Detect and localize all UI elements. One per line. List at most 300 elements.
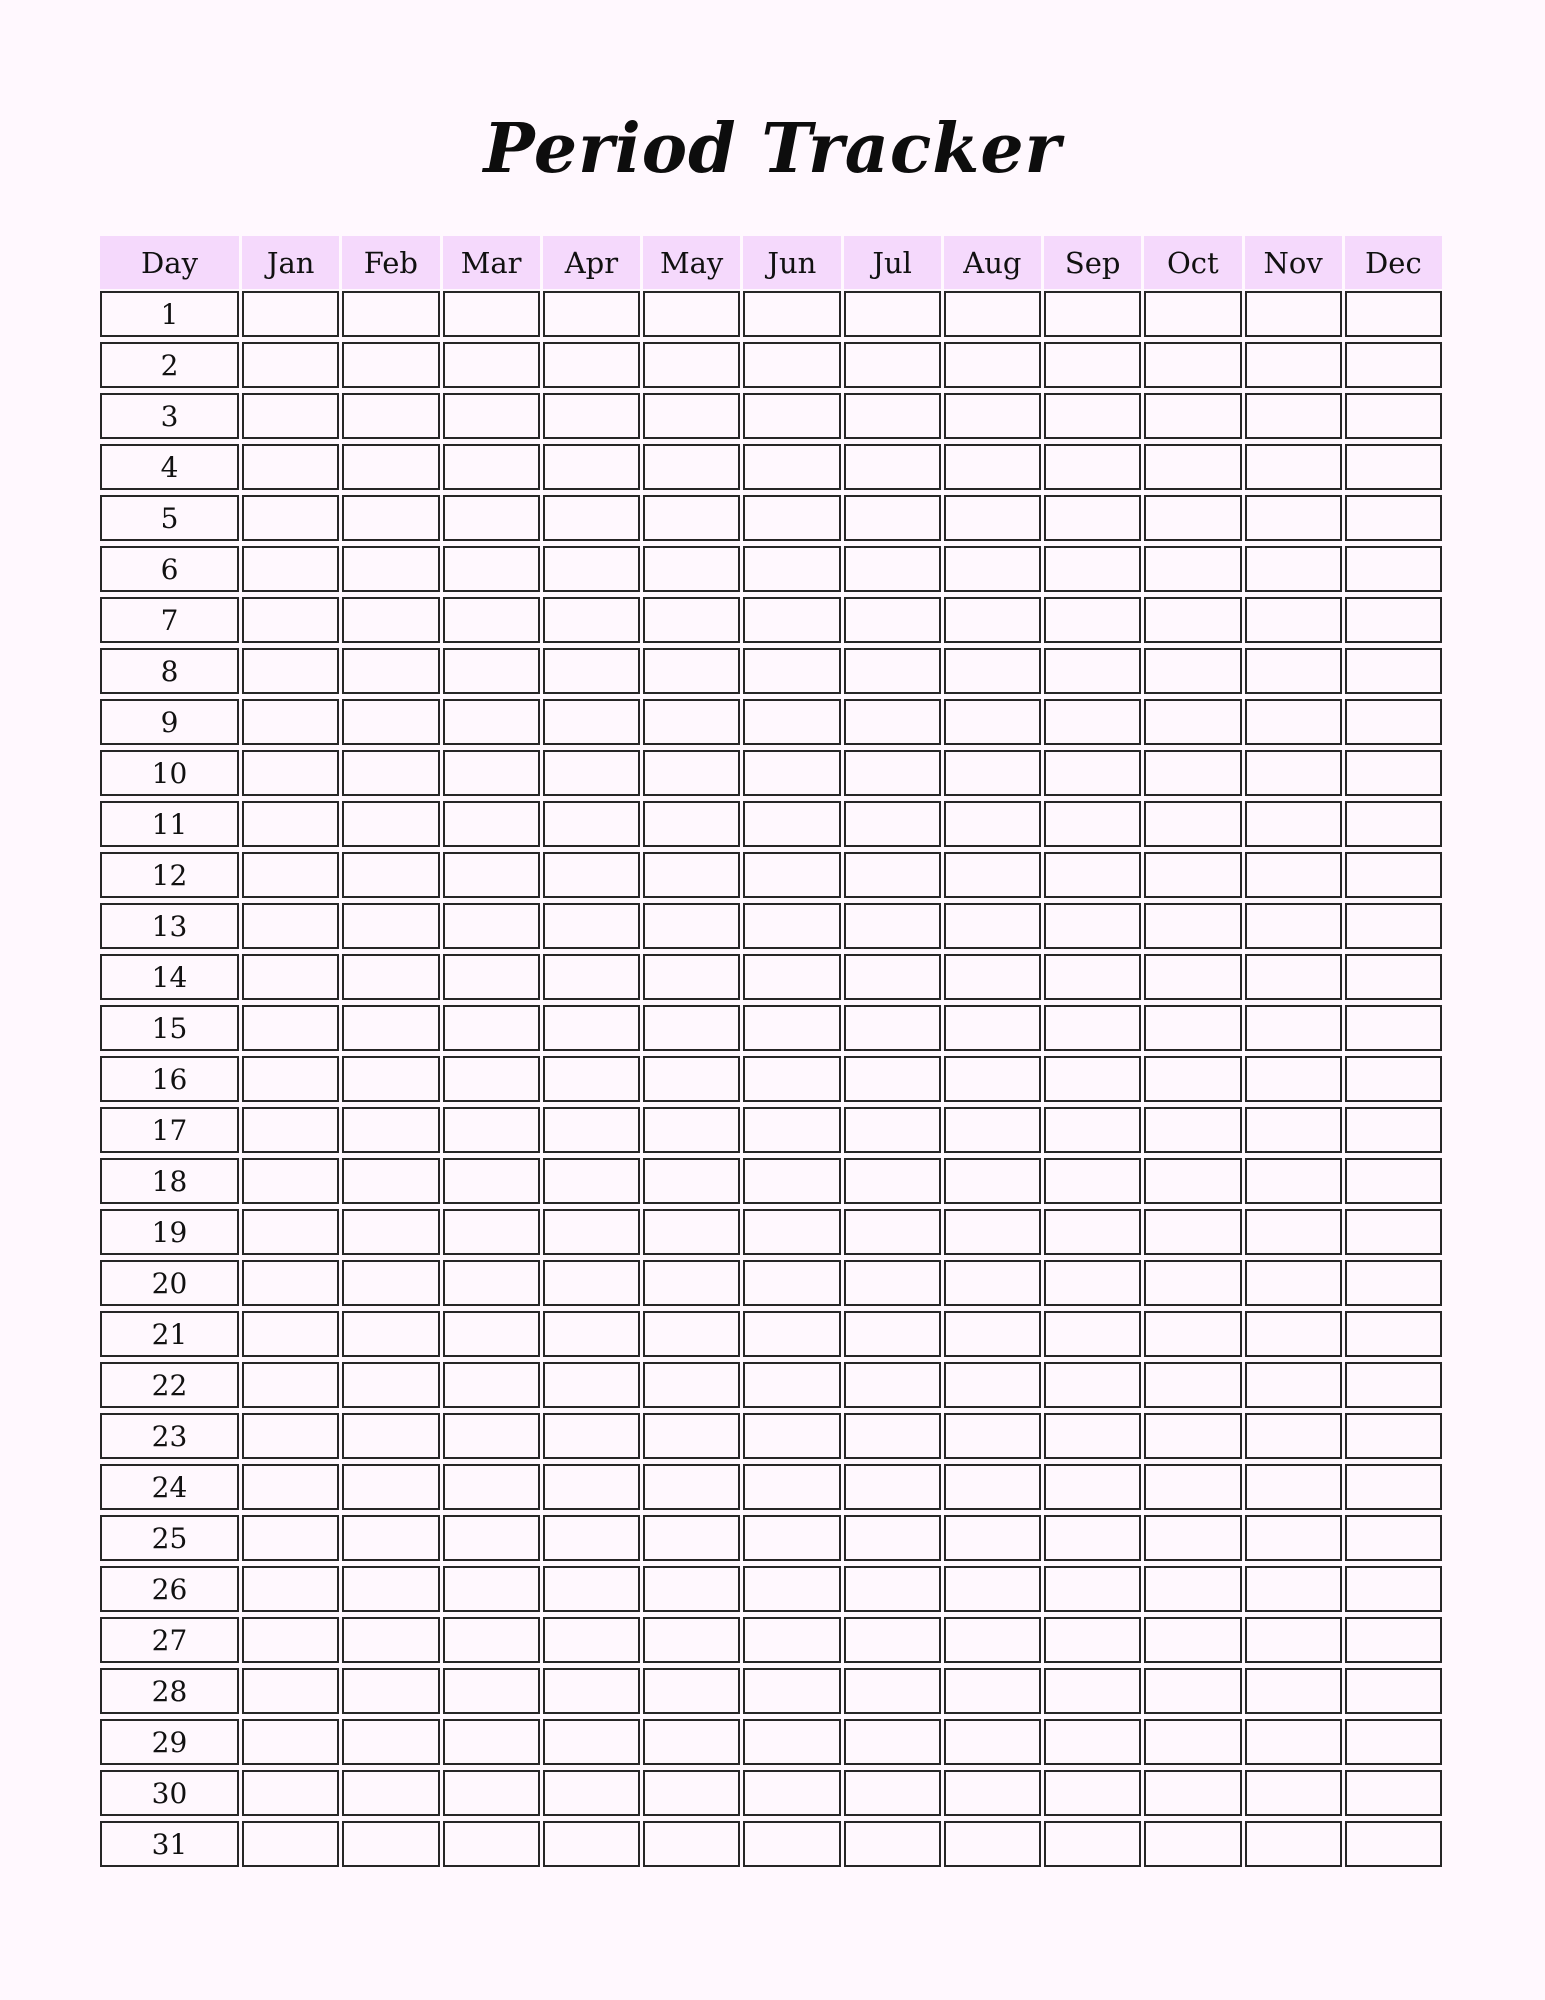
tracker-cell-oct-14[interactable] <box>1144 954 1241 1000</box>
tracker-cell-oct-28[interactable] <box>1144 1668 1241 1714</box>
tracker-cell-jan-29[interactable] <box>242 1719 339 1765</box>
tracker-cell-nov-4[interactable] <box>1245 444 1342 490</box>
tracker-cell-aug-18[interactable] <box>944 1158 1041 1204</box>
tracker-cell-jan-14[interactable] <box>242 954 339 1000</box>
tracker-cell-jan-13[interactable] <box>242 903 339 949</box>
tracker-cell-aug-27[interactable] <box>944 1617 1041 1663</box>
tracker-cell-dec-22[interactable] <box>1345 1362 1442 1408</box>
tracker-cell-nov-30[interactable] <box>1245 1770 1342 1816</box>
tracker-cell-aug-2[interactable] <box>944 342 1041 388</box>
tracker-cell-mar-18[interactable] <box>443 1158 540 1204</box>
tracker-cell-nov-11[interactable] <box>1245 801 1342 847</box>
tracker-cell-jul-12[interactable] <box>844 852 941 898</box>
tracker-cell-oct-13[interactable] <box>1144 903 1241 949</box>
tracker-cell-apr-4[interactable] <box>543 444 640 490</box>
tracker-cell-feb-31[interactable] <box>342 1821 439 1867</box>
tracker-cell-sep-15[interactable] <box>1044 1005 1141 1051</box>
tracker-cell-oct-19[interactable] <box>1144 1209 1241 1255</box>
tracker-cell-may-5[interactable] <box>643 495 740 541</box>
tracker-cell-apr-16[interactable] <box>543 1056 640 1102</box>
tracker-cell-oct-1[interactable] <box>1144 291 1241 337</box>
tracker-cell-jun-21[interactable] <box>743 1311 840 1357</box>
tracker-cell-aug-4[interactable] <box>944 444 1041 490</box>
tracker-cell-feb-9[interactable] <box>342 699 439 745</box>
tracker-cell-sep-8[interactable] <box>1044 648 1141 694</box>
tracker-cell-sep-1[interactable] <box>1044 291 1141 337</box>
tracker-cell-feb-28[interactable] <box>342 1668 439 1714</box>
tracker-cell-apr-11[interactable] <box>543 801 640 847</box>
tracker-cell-nov-28[interactable] <box>1245 1668 1342 1714</box>
tracker-cell-jun-17[interactable] <box>743 1107 840 1153</box>
tracker-cell-jan-19[interactable] <box>242 1209 339 1255</box>
tracker-cell-feb-8[interactable] <box>342 648 439 694</box>
tracker-cell-aug-1[interactable] <box>944 291 1041 337</box>
tracker-cell-dec-9[interactable] <box>1345 699 1442 745</box>
tracker-cell-jul-28[interactable] <box>844 1668 941 1714</box>
tracker-cell-dec-20[interactable] <box>1345 1260 1442 1306</box>
tracker-cell-jul-5[interactable] <box>844 495 941 541</box>
tracker-cell-sep-30[interactable] <box>1044 1770 1141 1816</box>
tracker-cell-jan-5[interactable] <box>242 495 339 541</box>
tracker-cell-dec-3[interactable] <box>1345 393 1442 439</box>
tracker-cell-jun-25[interactable] <box>743 1515 840 1561</box>
tracker-cell-oct-17[interactable] <box>1144 1107 1241 1153</box>
tracker-cell-jul-8[interactable] <box>844 648 941 694</box>
tracker-cell-oct-12[interactable] <box>1144 852 1241 898</box>
tracker-cell-may-19[interactable] <box>643 1209 740 1255</box>
tracker-cell-jan-4[interactable] <box>242 444 339 490</box>
tracker-cell-may-9[interactable] <box>643 699 740 745</box>
tracker-cell-jun-28[interactable] <box>743 1668 840 1714</box>
tracker-cell-apr-10[interactable] <box>543 750 640 796</box>
tracker-cell-jan-17[interactable] <box>242 1107 339 1153</box>
tracker-cell-oct-8[interactable] <box>1144 648 1241 694</box>
tracker-cell-jan-27[interactable] <box>242 1617 339 1663</box>
tracker-cell-feb-27[interactable] <box>342 1617 439 1663</box>
tracker-cell-jun-23[interactable] <box>743 1413 840 1459</box>
tracker-cell-sep-2[interactable] <box>1044 342 1141 388</box>
tracker-cell-jul-4[interactable] <box>844 444 941 490</box>
tracker-cell-may-20[interactable] <box>643 1260 740 1306</box>
tracker-cell-oct-26[interactable] <box>1144 1566 1241 1612</box>
tracker-cell-nov-27[interactable] <box>1245 1617 1342 1663</box>
tracker-cell-jul-18[interactable] <box>844 1158 941 1204</box>
tracker-cell-sep-31[interactable] <box>1044 1821 1141 1867</box>
tracker-cell-may-8[interactable] <box>643 648 740 694</box>
tracker-cell-apr-20[interactable] <box>543 1260 640 1306</box>
tracker-cell-aug-7[interactable] <box>944 597 1041 643</box>
tracker-cell-oct-6[interactable] <box>1144 546 1241 592</box>
tracker-cell-nov-6[interactable] <box>1245 546 1342 592</box>
tracker-cell-jan-18[interactable] <box>242 1158 339 1204</box>
tracker-cell-jan-6[interactable] <box>242 546 339 592</box>
tracker-cell-jun-10[interactable] <box>743 750 840 796</box>
tracker-cell-jun-18[interactable] <box>743 1158 840 1204</box>
tracker-cell-aug-9[interactable] <box>944 699 1041 745</box>
tracker-cell-dec-5[interactable] <box>1345 495 1442 541</box>
tracker-cell-sep-14[interactable] <box>1044 954 1141 1000</box>
tracker-cell-jan-23[interactable] <box>242 1413 339 1459</box>
tracker-cell-dec-12[interactable] <box>1345 852 1442 898</box>
tracker-cell-feb-11[interactable] <box>342 801 439 847</box>
tracker-cell-jan-8[interactable] <box>242 648 339 694</box>
tracker-cell-oct-27[interactable] <box>1144 1617 1241 1663</box>
tracker-cell-sep-16[interactable] <box>1044 1056 1141 1102</box>
tracker-cell-nov-22[interactable] <box>1245 1362 1342 1408</box>
tracker-cell-sep-27[interactable] <box>1044 1617 1141 1663</box>
tracker-cell-jul-23[interactable] <box>844 1413 941 1459</box>
tracker-cell-may-25[interactable] <box>643 1515 740 1561</box>
tracker-cell-nov-3[interactable] <box>1245 393 1342 439</box>
tracker-cell-may-13[interactable] <box>643 903 740 949</box>
tracker-cell-nov-14[interactable] <box>1245 954 1342 1000</box>
tracker-cell-apr-12[interactable] <box>543 852 640 898</box>
tracker-cell-sep-29[interactable] <box>1044 1719 1141 1765</box>
tracker-cell-mar-24[interactable] <box>443 1464 540 1510</box>
tracker-cell-jun-14[interactable] <box>743 954 840 1000</box>
tracker-cell-feb-17[interactable] <box>342 1107 439 1153</box>
tracker-cell-oct-5[interactable] <box>1144 495 1241 541</box>
tracker-cell-jun-7[interactable] <box>743 597 840 643</box>
tracker-cell-apr-27[interactable] <box>543 1617 640 1663</box>
tracker-cell-mar-19[interactable] <box>443 1209 540 1255</box>
tracker-cell-may-31[interactable] <box>643 1821 740 1867</box>
tracker-cell-nov-2[interactable] <box>1245 342 1342 388</box>
tracker-cell-jun-31[interactable] <box>743 1821 840 1867</box>
tracker-cell-apr-30[interactable] <box>543 1770 640 1816</box>
tracker-cell-feb-20[interactable] <box>342 1260 439 1306</box>
tracker-cell-nov-10[interactable] <box>1245 750 1342 796</box>
tracker-cell-mar-15[interactable] <box>443 1005 540 1051</box>
tracker-cell-may-1[interactable] <box>643 291 740 337</box>
tracker-cell-jul-25[interactable] <box>844 1515 941 1561</box>
tracker-cell-aug-26[interactable] <box>944 1566 1041 1612</box>
tracker-cell-jul-27[interactable] <box>844 1617 941 1663</box>
tracker-cell-nov-26[interactable] <box>1245 1566 1342 1612</box>
tracker-cell-jul-31[interactable] <box>844 1821 941 1867</box>
tracker-cell-sep-28[interactable] <box>1044 1668 1141 1714</box>
tracker-cell-sep-26[interactable] <box>1044 1566 1141 1612</box>
tracker-cell-oct-2[interactable] <box>1144 342 1241 388</box>
tracker-cell-oct-24[interactable] <box>1144 1464 1241 1510</box>
tracker-cell-feb-19[interactable] <box>342 1209 439 1255</box>
tracker-cell-feb-24[interactable] <box>342 1464 439 1510</box>
tracker-cell-nov-5[interactable] <box>1245 495 1342 541</box>
tracker-cell-nov-20[interactable] <box>1245 1260 1342 1306</box>
tracker-cell-dec-25[interactable] <box>1345 1515 1442 1561</box>
tracker-cell-aug-14[interactable] <box>944 954 1041 1000</box>
tracker-cell-aug-17[interactable] <box>944 1107 1041 1153</box>
tracker-cell-jun-27[interactable] <box>743 1617 840 1663</box>
tracker-cell-apr-14[interactable] <box>543 954 640 1000</box>
tracker-cell-jul-14[interactable] <box>844 954 941 1000</box>
tracker-cell-mar-20[interactable] <box>443 1260 540 1306</box>
tracker-cell-jun-9[interactable] <box>743 699 840 745</box>
tracker-cell-oct-29[interactable] <box>1144 1719 1241 1765</box>
tracker-cell-apr-19[interactable] <box>543 1209 640 1255</box>
tracker-cell-feb-2[interactable] <box>342 342 439 388</box>
tracker-cell-apr-3[interactable] <box>543 393 640 439</box>
tracker-cell-oct-15[interactable] <box>1144 1005 1241 1051</box>
tracker-cell-jan-9[interactable] <box>242 699 339 745</box>
tracker-cell-jan-28[interactable] <box>242 1668 339 1714</box>
tracker-cell-apr-23[interactable] <box>543 1413 640 1459</box>
tracker-cell-may-21[interactable] <box>643 1311 740 1357</box>
tracker-cell-mar-11[interactable] <box>443 801 540 847</box>
tracker-cell-mar-29[interactable] <box>443 1719 540 1765</box>
tracker-cell-mar-28[interactable] <box>443 1668 540 1714</box>
tracker-cell-aug-23[interactable] <box>944 1413 1041 1459</box>
tracker-cell-dec-23[interactable] <box>1345 1413 1442 1459</box>
tracker-cell-aug-12[interactable] <box>944 852 1041 898</box>
tracker-cell-feb-6[interactable] <box>342 546 439 592</box>
tracker-cell-mar-9[interactable] <box>443 699 540 745</box>
tracker-cell-may-30[interactable] <box>643 1770 740 1816</box>
tracker-cell-jun-13[interactable] <box>743 903 840 949</box>
tracker-cell-nov-29[interactable] <box>1245 1719 1342 1765</box>
tracker-cell-jun-5[interactable] <box>743 495 840 541</box>
tracker-cell-may-27[interactable] <box>643 1617 740 1663</box>
tracker-cell-apr-1[interactable] <box>543 291 640 337</box>
tracker-cell-dec-13[interactable] <box>1345 903 1442 949</box>
tracker-cell-feb-30[interactable] <box>342 1770 439 1816</box>
tracker-cell-sep-18[interactable] <box>1044 1158 1141 1204</box>
tracker-cell-may-12[interactable] <box>643 852 740 898</box>
tracker-cell-may-10[interactable] <box>643 750 740 796</box>
tracker-cell-mar-2[interactable] <box>443 342 540 388</box>
tracker-cell-jul-9[interactable] <box>844 699 941 745</box>
tracker-cell-mar-8[interactable] <box>443 648 540 694</box>
tracker-cell-mar-14[interactable] <box>443 954 540 1000</box>
tracker-cell-may-28[interactable] <box>643 1668 740 1714</box>
tracker-cell-aug-20[interactable] <box>944 1260 1041 1306</box>
tracker-cell-feb-1[interactable] <box>342 291 439 337</box>
tracker-cell-feb-16[interactable] <box>342 1056 439 1102</box>
tracker-cell-nov-19[interactable] <box>1245 1209 1342 1255</box>
tracker-cell-feb-3[interactable] <box>342 393 439 439</box>
tracker-cell-jul-10[interactable] <box>844 750 941 796</box>
tracker-cell-jun-24[interactable] <box>743 1464 840 1510</box>
tracker-cell-dec-28[interactable] <box>1345 1668 1442 1714</box>
tracker-cell-nov-7[interactable] <box>1245 597 1342 643</box>
tracker-cell-jun-19[interactable] <box>743 1209 840 1255</box>
tracker-cell-feb-7[interactable] <box>342 597 439 643</box>
tracker-cell-jan-1[interactable] <box>242 291 339 337</box>
tracker-cell-dec-2[interactable] <box>1345 342 1442 388</box>
tracker-cell-apr-21[interactable] <box>543 1311 640 1357</box>
tracker-cell-feb-5[interactable] <box>342 495 439 541</box>
tracker-cell-feb-21[interactable] <box>342 1311 439 1357</box>
tracker-cell-jun-4[interactable] <box>743 444 840 490</box>
tracker-cell-apr-5[interactable] <box>543 495 640 541</box>
tracker-cell-jul-20[interactable] <box>844 1260 941 1306</box>
tracker-cell-jun-3[interactable] <box>743 393 840 439</box>
tracker-cell-jan-22[interactable] <box>242 1362 339 1408</box>
tracker-cell-feb-13[interactable] <box>342 903 439 949</box>
tracker-cell-dec-17[interactable] <box>1345 1107 1442 1153</box>
tracker-cell-jul-17[interactable] <box>844 1107 941 1153</box>
tracker-cell-jul-24[interactable] <box>844 1464 941 1510</box>
tracker-cell-mar-26[interactable] <box>443 1566 540 1612</box>
tracker-cell-nov-15[interactable] <box>1245 1005 1342 1051</box>
tracker-cell-mar-1[interactable] <box>443 291 540 337</box>
tracker-cell-jun-30[interactable] <box>743 1770 840 1816</box>
tracker-cell-jun-26[interactable] <box>743 1566 840 1612</box>
tracker-cell-apr-26[interactable] <box>543 1566 640 1612</box>
tracker-cell-jan-3[interactable] <box>242 393 339 439</box>
tracker-cell-jun-6[interactable] <box>743 546 840 592</box>
tracker-cell-jan-7[interactable] <box>242 597 339 643</box>
tracker-cell-aug-8[interactable] <box>944 648 1041 694</box>
tracker-cell-sep-22[interactable] <box>1044 1362 1141 1408</box>
tracker-cell-may-2[interactable] <box>643 342 740 388</box>
tracker-cell-aug-30[interactable] <box>944 1770 1041 1816</box>
tracker-cell-apr-24[interactable] <box>543 1464 640 1510</box>
tracker-cell-jul-30[interactable] <box>844 1770 941 1816</box>
tracker-cell-nov-12[interactable] <box>1245 852 1342 898</box>
tracker-cell-may-6[interactable] <box>643 546 740 592</box>
tracker-cell-mar-7[interactable] <box>443 597 540 643</box>
tracker-cell-aug-3[interactable] <box>944 393 1041 439</box>
tracker-cell-jun-22[interactable] <box>743 1362 840 1408</box>
tracker-cell-jan-12[interactable] <box>242 852 339 898</box>
tracker-cell-oct-11[interactable] <box>1144 801 1241 847</box>
tracker-cell-oct-25[interactable] <box>1144 1515 1241 1561</box>
tracker-cell-oct-7[interactable] <box>1144 597 1241 643</box>
tracker-cell-sep-25[interactable] <box>1044 1515 1141 1561</box>
tracker-cell-mar-21[interactable] <box>443 1311 540 1357</box>
tracker-cell-may-3[interactable] <box>643 393 740 439</box>
tracker-cell-dec-14[interactable] <box>1345 954 1442 1000</box>
tracker-cell-sep-9[interactable] <box>1044 699 1141 745</box>
tracker-cell-may-15[interactable] <box>643 1005 740 1051</box>
tracker-cell-sep-4[interactable] <box>1044 444 1141 490</box>
tracker-cell-mar-25[interactable] <box>443 1515 540 1561</box>
tracker-cell-may-17[interactable] <box>643 1107 740 1153</box>
tracker-cell-mar-6[interactable] <box>443 546 540 592</box>
tracker-cell-dec-6[interactable] <box>1345 546 1442 592</box>
tracker-cell-jul-29[interactable] <box>844 1719 941 1765</box>
tracker-cell-sep-5[interactable] <box>1044 495 1141 541</box>
tracker-cell-jun-8[interactable] <box>743 648 840 694</box>
tracker-cell-jan-15[interactable] <box>242 1005 339 1051</box>
tracker-cell-apr-2[interactable] <box>543 342 640 388</box>
tracker-cell-jul-16[interactable] <box>844 1056 941 1102</box>
tracker-cell-feb-18[interactable] <box>342 1158 439 1204</box>
tracker-cell-apr-31[interactable] <box>543 1821 640 1867</box>
tracker-cell-mar-27[interactable] <box>443 1617 540 1663</box>
tracker-cell-sep-19[interactable] <box>1044 1209 1141 1255</box>
tracker-cell-may-7[interactable] <box>643 597 740 643</box>
tracker-cell-oct-16[interactable] <box>1144 1056 1241 1102</box>
tracker-cell-aug-24[interactable] <box>944 1464 1041 1510</box>
tracker-cell-mar-3[interactable] <box>443 393 540 439</box>
tracker-cell-oct-3[interactable] <box>1144 393 1241 439</box>
tracker-cell-feb-15[interactable] <box>342 1005 439 1051</box>
tracker-cell-jul-11[interactable] <box>844 801 941 847</box>
tracker-cell-nov-8[interactable] <box>1245 648 1342 694</box>
tracker-cell-mar-5[interactable] <box>443 495 540 541</box>
tracker-cell-dec-26[interactable] <box>1345 1566 1442 1612</box>
tracker-cell-sep-6[interactable] <box>1044 546 1141 592</box>
tracker-cell-oct-9[interactable] <box>1144 699 1241 745</box>
tracker-cell-jun-2[interactable] <box>743 342 840 388</box>
tracker-cell-nov-17[interactable] <box>1245 1107 1342 1153</box>
tracker-cell-dec-18[interactable] <box>1345 1158 1442 1204</box>
tracker-cell-jul-6[interactable] <box>844 546 941 592</box>
tracker-cell-dec-10[interactable] <box>1345 750 1442 796</box>
tracker-cell-feb-12[interactable] <box>342 852 439 898</box>
tracker-cell-jun-16[interactable] <box>743 1056 840 1102</box>
tracker-cell-jul-2[interactable] <box>844 342 941 388</box>
tracker-cell-dec-30[interactable] <box>1345 1770 1442 1816</box>
tracker-cell-jul-19[interactable] <box>844 1209 941 1255</box>
tracker-cell-apr-9[interactable] <box>543 699 640 745</box>
tracker-cell-dec-7[interactable] <box>1345 597 1442 643</box>
tracker-cell-jan-21[interactable] <box>242 1311 339 1357</box>
tracker-cell-mar-13[interactable] <box>443 903 540 949</box>
tracker-cell-dec-1[interactable] <box>1345 291 1442 337</box>
tracker-cell-apr-22[interactable] <box>543 1362 640 1408</box>
tracker-cell-sep-12[interactable] <box>1044 852 1141 898</box>
tracker-cell-jun-20[interactable] <box>743 1260 840 1306</box>
tracker-cell-sep-7[interactable] <box>1044 597 1141 643</box>
tracker-cell-mar-16[interactable] <box>443 1056 540 1102</box>
tracker-cell-mar-10[interactable] <box>443 750 540 796</box>
tracker-cell-feb-25[interactable] <box>342 1515 439 1561</box>
tracker-cell-apr-8[interactable] <box>543 648 640 694</box>
tracker-cell-feb-4[interactable] <box>342 444 439 490</box>
tracker-cell-mar-30[interactable] <box>443 1770 540 1816</box>
tracker-cell-may-26[interactable] <box>643 1566 740 1612</box>
tracker-cell-nov-18[interactable] <box>1245 1158 1342 1204</box>
tracker-cell-dec-19[interactable] <box>1345 1209 1442 1255</box>
tracker-cell-dec-16[interactable] <box>1345 1056 1442 1102</box>
tracker-cell-sep-17[interactable] <box>1044 1107 1141 1153</box>
tracker-cell-oct-21[interactable] <box>1144 1311 1241 1357</box>
tracker-cell-may-23[interactable] <box>643 1413 740 1459</box>
tracker-cell-apr-25[interactable] <box>543 1515 640 1561</box>
tracker-cell-apr-29[interactable] <box>543 1719 640 1765</box>
tracker-cell-jan-2[interactable] <box>242 342 339 388</box>
tracker-cell-feb-22[interactable] <box>342 1362 439 1408</box>
tracker-cell-apr-13[interactable] <box>543 903 640 949</box>
tracker-cell-mar-12[interactable] <box>443 852 540 898</box>
tracker-cell-sep-24[interactable] <box>1044 1464 1141 1510</box>
tracker-cell-jul-26[interactable] <box>844 1566 941 1612</box>
tracker-cell-aug-25[interactable] <box>944 1515 1041 1561</box>
tracker-cell-jan-25[interactable] <box>242 1515 339 1561</box>
tracker-cell-sep-11[interactable] <box>1044 801 1141 847</box>
tracker-cell-sep-21[interactable] <box>1044 1311 1141 1357</box>
tracker-cell-oct-23[interactable] <box>1144 1413 1241 1459</box>
tracker-cell-may-4[interactable] <box>643 444 740 490</box>
tracker-cell-oct-4[interactable] <box>1144 444 1241 490</box>
tracker-cell-apr-28[interactable] <box>543 1668 640 1714</box>
tracker-cell-jan-24[interactable] <box>242 1464 339 1510</box>
tracker-cell-nov-24[interactable] <box>1245 1464 1342 1510</box>
tracker-cell-may-11[interactable] <box>643 801 740 847</box>
tracker-cell-dec-4[interactable] <box>1345 444 1442 490</box>
tracker-cell-jan-20[interactable] <box>242 1260 339 1306</box>
tracker-cell-dec-27[interactable] <box>1345 1617 1442 1663</box>
tracker-cell-apr-17[interactable] <box>543 1107 640 1153</box>
tracker-cell-oct-20[interactable] <box>1144 1260 1241 1306</box>
tracker-cell-aug-21[interactable] <box>944 1311 1041 1357</box>
tracker-cell-aug-31[interactable] <box>944 1821 1041 1867</box>
tracker-cell-jun-15[interactable] <box>743 1005 840 1051</box>
tracker-cell-mar-23[interactable] <box>443 1413 540 1459</box>
